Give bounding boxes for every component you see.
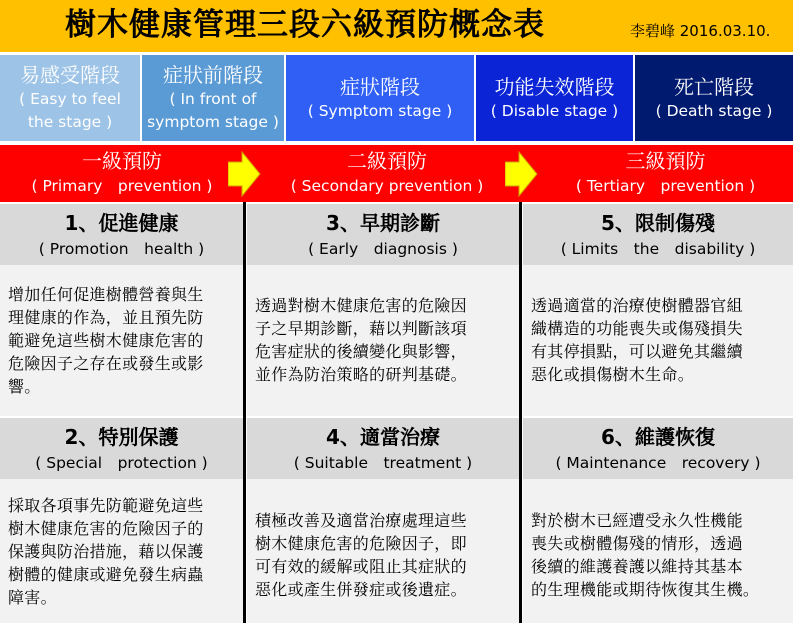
level-title: 4、適當治療 <box>326 424 440 449</box>
level-6-description <box>523 479 793 623</box>
description-line: 並作為防治策略的研判基礎。 <box>255 365 467 384</box>
prevention-label: 二級預防 <box>347 149 427 173</box>
secondary-prevention <box>262 145 512 202</box>
description-line: 增加任何促進樹體營養與生 <box>8 285 204 304</box>
description-line: 喪失或樹體傷殘的情形，透過 <box>531 534 743 553</box>
description-line: 響。 <box>8 377 41 396</box>
level-4-description <box>247 479 519 623</box>
column-divider <box>243 202 246 623</box>
level-2-header <box>0 418 243 479</box>
stage-pre-symptom <box>142 55 284 141</box>
prevention-label: 一級預防 <box>82 149 162 173</box>
level-subtitle: ( Suitable treatment ) <box>293 453 473 472</box>
stage-sublabel: ( Death stage ) <box>655 101 773 120</box>
level-4-header <box>247 418 519 479</box>
stage-easy-to-feel <box>0 55 140 141</box>
description-line: 對於樹木已經遭受永久性機能 <box>531 511 743 530</box>
level-3-description <box>247 265 519 416</box>
description-line: 危害症狀的後續變化與影響， <box>255 342 467 361</box>
description-line: 可有效的緩解或阻止其症狀的 <box>255 557 467 576</box>
prevention-sublabel: ( Tertiary prevention ) <box>575 177 756 195</box>
level-subtitle: ( Early diagnosis ) <box>308 239 458 258</box>
description-line: 障害。 <box>8 588 57 607</box>
description-line: 透過適當的治療使樹體器官組 <box>531 296 743 315</box>
description-line: 織構造的功能喪失或傷殘損失 <box>531 319 743 338</box>
level-5-description <box>523 265 793 416</box>
stage-sublabel: ( Symptom stage ) <box>307 101 453 120</box>
level-title: 1、促進健康 <box>64 210 179 235</box>
description-line: 採取各項事先防範避免這些 <box>8 496 204 515</box>
arrow-right-icon <box>228 150 262 198</box>
stage-label: 症狀前階段 <box>163 63 263 87</box>
level-title: 6、維護恢復 <box>601 424 715 449</box>
level-subtitle: ( Special protection ) <box>35 453 208 472</box>
level-title: 5、限制傷殘 <box>601 210 715 235</box>
stage-label: 死亡階段 <box>674 74 754 99</box>
stage-sublabel: the stage ) <box>27 113 113 131</box>
description-line: 子之早期診斷，藉以判斷該項 <box>255 319 467 338</box>
description-line: 有其停損點，可以避免其繼續 <box>531 342 743 361</box>
description-line: 惡化或損傷樹木生命。 <box>531 365 695 384</box>
tertiary-prevention <box>538 145 793 202</box>
description-line: 理健康的作為，並且預先防 <box>8 308 204 327</box>
description-line: 危險因子之存在或發生或影 <box>8 354 204 373</box>
level-1-header <box>0 204 243 265</box>
stage-sublabel: ( In front of <box>169 90 257 108</box>
stage-row <box>0 55 793 141</box>
description-line: 積極改善及適當治療處理這些 <box>255 511 467 530</box>
level-2-description <box>0 479 243 623</box>
stage-sublabel: ( Easy to feel <box>19 90 121 108</box>
prevention-sublabel: ( Primary prevention ) <box>31 177 213 195</box>
level-subtitle: ( Promotion health ) <box>38 239 205 258</box>
level-6-header <box>523 418 793 479</box>
level-5-header <box>523 204 793 265</box>
arrow-right-icon <box>505 150 539 198</box>
description-line: 保護與防治措施，藉以保護 <box>8 542 204 561</box>
author-date: 李碧峰 2016.03.10. <box>630 22 771 40</box>
description-line: 透過對樹木健康危害的危險因 <box>255 296 467 315</box>
prevention-label: 三級預防 <box>625 149 706 173</box>
description-line: 範避免這些樹木健康危害的 <box>8 331 204 350</box>
stage-label: 易感受階段 <box>20 63 120 87</box>
stage-sublabel: symptom stage ) <box>147 113 279 131</box>
description-line: 樹木健康危害的危險因子，即 <box>255 534 467 553</box>
stage-sublabel: ( Disable stage ) <box>490 101 619 120</box>
prevention-sublabel: ( Secondary prevention ) <box>290 177 484 195</box>
description-line: 惡化或產生併發症或後遺症。 <box>255 580 467 599</box>
prevention-row <box>0 145 793 202</box>
stage-label: 症狀階段 <box>340 74 420 99</box>
primary-prevention <box>0 145 244 202</box>
stage-symptom <box>286 55 474 141</box>
description-line: 的生理機能或期待恢復其生機。 <box>531 580 760 599</box>
level-3-header <box>247 204 519 265</box>
stage-disable <box>476 55 633 141</box>
stage-death <box>635 55 793 141</box>
description-line: 樹木健康危害的危險因子的 <box>8 519 204 538</box>
level-title: 3、早期診斷 <box>326 210 440 235</box>
column-divider <box>519 202 522 623</box>
level-1-description <box>0 265 243 416</box>
title-bar <box>0 0 793 52</box>
level-title: 2、特別保護 <box>64 424 179 449</box>
level-subtitle: ( Maintenance recovery ) <box>555 453 761 472</box>
stage-label: 功能失效階段 <box>494 74 615 99</box>
page-title: 樹木健康管理三段六級預防概念表 <box>65 7 545 43</box>
level-subtitle: ( Limits the disability ) <box>560 239 756 258</box>
description-line: 後續的維護養護以維持其基本 <box>531 557 743 576</box>
description-line: 樹體的健康或避免發生病蟲 <box>8 565 204 584</box>
